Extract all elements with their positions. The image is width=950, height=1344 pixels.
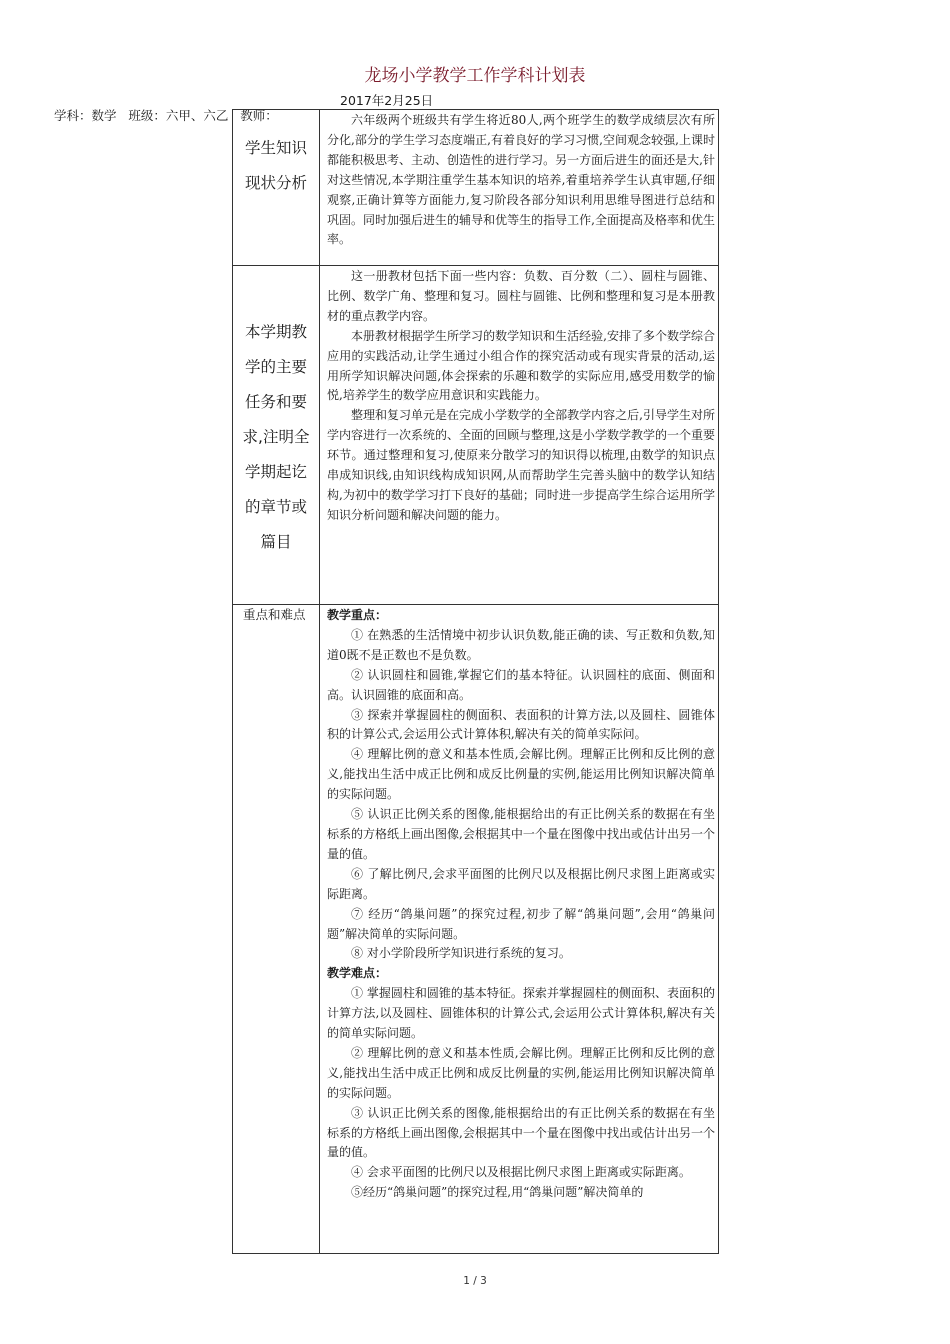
page-title: 龙场小学教学工作学科计划表: [364, 66, 586, 86]
table-row: [233, 605, 719, 1254]
list-item: ⑤经历“鸽巢问题”的探究过程,用“鸽巢问题”解决简单的: [351, 1185, 644, 1200]
list-item: ④ 理解比例的意义和基本性质,会解比例。理解正比例和反比例的意义,能找出生活中成正比例和成反比例量的实例,能运用比例知识解决简单的实际问题。: [327, 747, 715, 802]
list-item: ③ 认识正比例关系的图像,能根据给出的有正比例关系的数据在有坐标系的方格纸上画出图像,会根据其中一个量在图像中找出或估计出另一个量的值。: [327, 1105, 715, 1160]
row-content-cell: [320, 110, 719, 266]
row-content-cell: [320, 605, 719, 1254]
row-label: 学生知识现状分析: [244, 139, 307, 192]
list-item: ⑦ 经历“鸽巢问题”的探究过程,初步了解“鸽巢问题”,会用“鸽巢问题”解决简单的实际问题。: [327, 906, 715, 941]
row-label-cell: [233, 110, 320, 266]
row-label-cell: [233, 605, 320, 1254]
table-row: [233, 266, 719, 605]
row-label: 本学期教学的主要任务和要求,注明全学期起讫的章节或篇目: [242, 323, 310, 551]
list-item: ⑥ 了解比例尺,会求平面图的比例尺以及根据比例尺求图上距离或实际距离。: [327, 866, 715, 901]
list-item: ⑤ 认识正比例关系的图像,能根据给出的有正比例关系的数据在有坐标系的方格纸上画出图像,会根据其中一个量在图像中找出或估计出另一个量的值。: [327, 807, 715, 861]
paragraph: 本册教材根据学生所学习的数学知识和生活经验,安排了多个数学综合应用的实践活动,让学生通过小组合作的探究活动或有现实背景的活动,运用所学知识解决问题,体会探索的乐趣和数学的实际应用,感受用数学的愉悦,培养学生的数学应用意识和实践能力。: [327, 328, 715, 403]
paragraph: 整理和复习单元是在完成小学数学的全部教学内容之后,引导学生对所学内容进行一次系统的、全面的回顾与整理,这是小学数学教学的一个重要环节。通过整理和复习,使原来分散学习的知识得以梳理,由数学的知识点串成知识线,由知识线构成知识网,从而帮助学生完善头脑中的数学认知结构,为初中的数学学习打下良好的基础；同时进一步提高学生综合运用所学知识分析问题和解决问题的能力。: [327, 408, 715, 522]
row-label: 重点和难点: [243, 607, 306, 622]
row-content-cell: [320, 266, 719, 605]
paragraph: 这一册教材包括下面一些内容：负数、百分数（二）、圆柱与圆锥、比例、数学广角、整理和复习。圆柱与圆锥、比例和整理和复习是本册教材的重点教学内容。: [327, 269, 715, 323]
paragraph: 六年级两个班级共有学生将近80人,两个班学生的数学成绩层次有所分化,部分的学生学习态度端正,有着良好的学习习惯,空间观念较强,上课时都能积极思考、主动、创造性的进行学习。另一方面后进生的面还是大,针对这些情况,本学期注重学生基本知识的培养,着重培养学生认真审题,仔细观察,正确计算等方面能力,复习阶段各部分知识利用思维导图进行总结和巩固。同时加强后进生的辅导和优等生的指导工作,全面提高及格率和优生率。: [327, 113, 715, 247]
section-heading: 教学难点：: [327, 966, 388, 981]
meta-date: 2017年2月25日: [340, 93, 434, 108]
section-heading: 教学重点：: [327, 608, 388, 622]
list-item: ④ 会求平面图的比例尺以及根据比例尺求图上距离或实际距离。: [351, 1165, 691, 1180]
table-row: [233, 110, 719, 266]
row-label-cell: [233, 266, 320, 605]
plan-table: [232, 109, 719, 1254]
list-item: ② 认识圆柱和圆锥,掌握它们的基本特征。认识圆柱的底面、侧面和高。认识圆锥的底面和高。: [327, 667, 715, 702]
list-item: ② 理解比例的意义和基本性质,会解比例。理解正比例和反比例的意义,能找出生活中成正比例和成反比例量的实例,能运用比例知识解决简单的实际问题。: [327, 1045, 715, 1100]
list-item: ③ 探索并掌握圆柱的侧面积、表面积的计算方法,以及圆柱、圆锥体积的计算公式,会运用公式计算体积,解决有关的简单实际问。: [327, 707, 715, 742]
meta-subject-class-teacher: 学科：数学 班级：六甲、六乙 教师：: [53, 108, 278, 123]
list-item: ① 在熟悉的生活情境中初步认识负数,能正确的读、写正数和负数,知道0既不是正数也不是负数。: [327, 627, 715, 662]
list-item: ⑧ 对小学阶段所学知识进行系统的复习。: [351, 946, 571, 961]
list-item: ① 掌握圆柱和圆锥的基本特征。探索并掌握圆柱的侧面积、表面积的计算方法,以及圆柱、圆锥体积的计算公式,会运用公式计算体积,解决有关的简单实际问题。: [327, 986, 715, 1041]
page-number: 1 / 3: [463, 1275, 487, 1287]
